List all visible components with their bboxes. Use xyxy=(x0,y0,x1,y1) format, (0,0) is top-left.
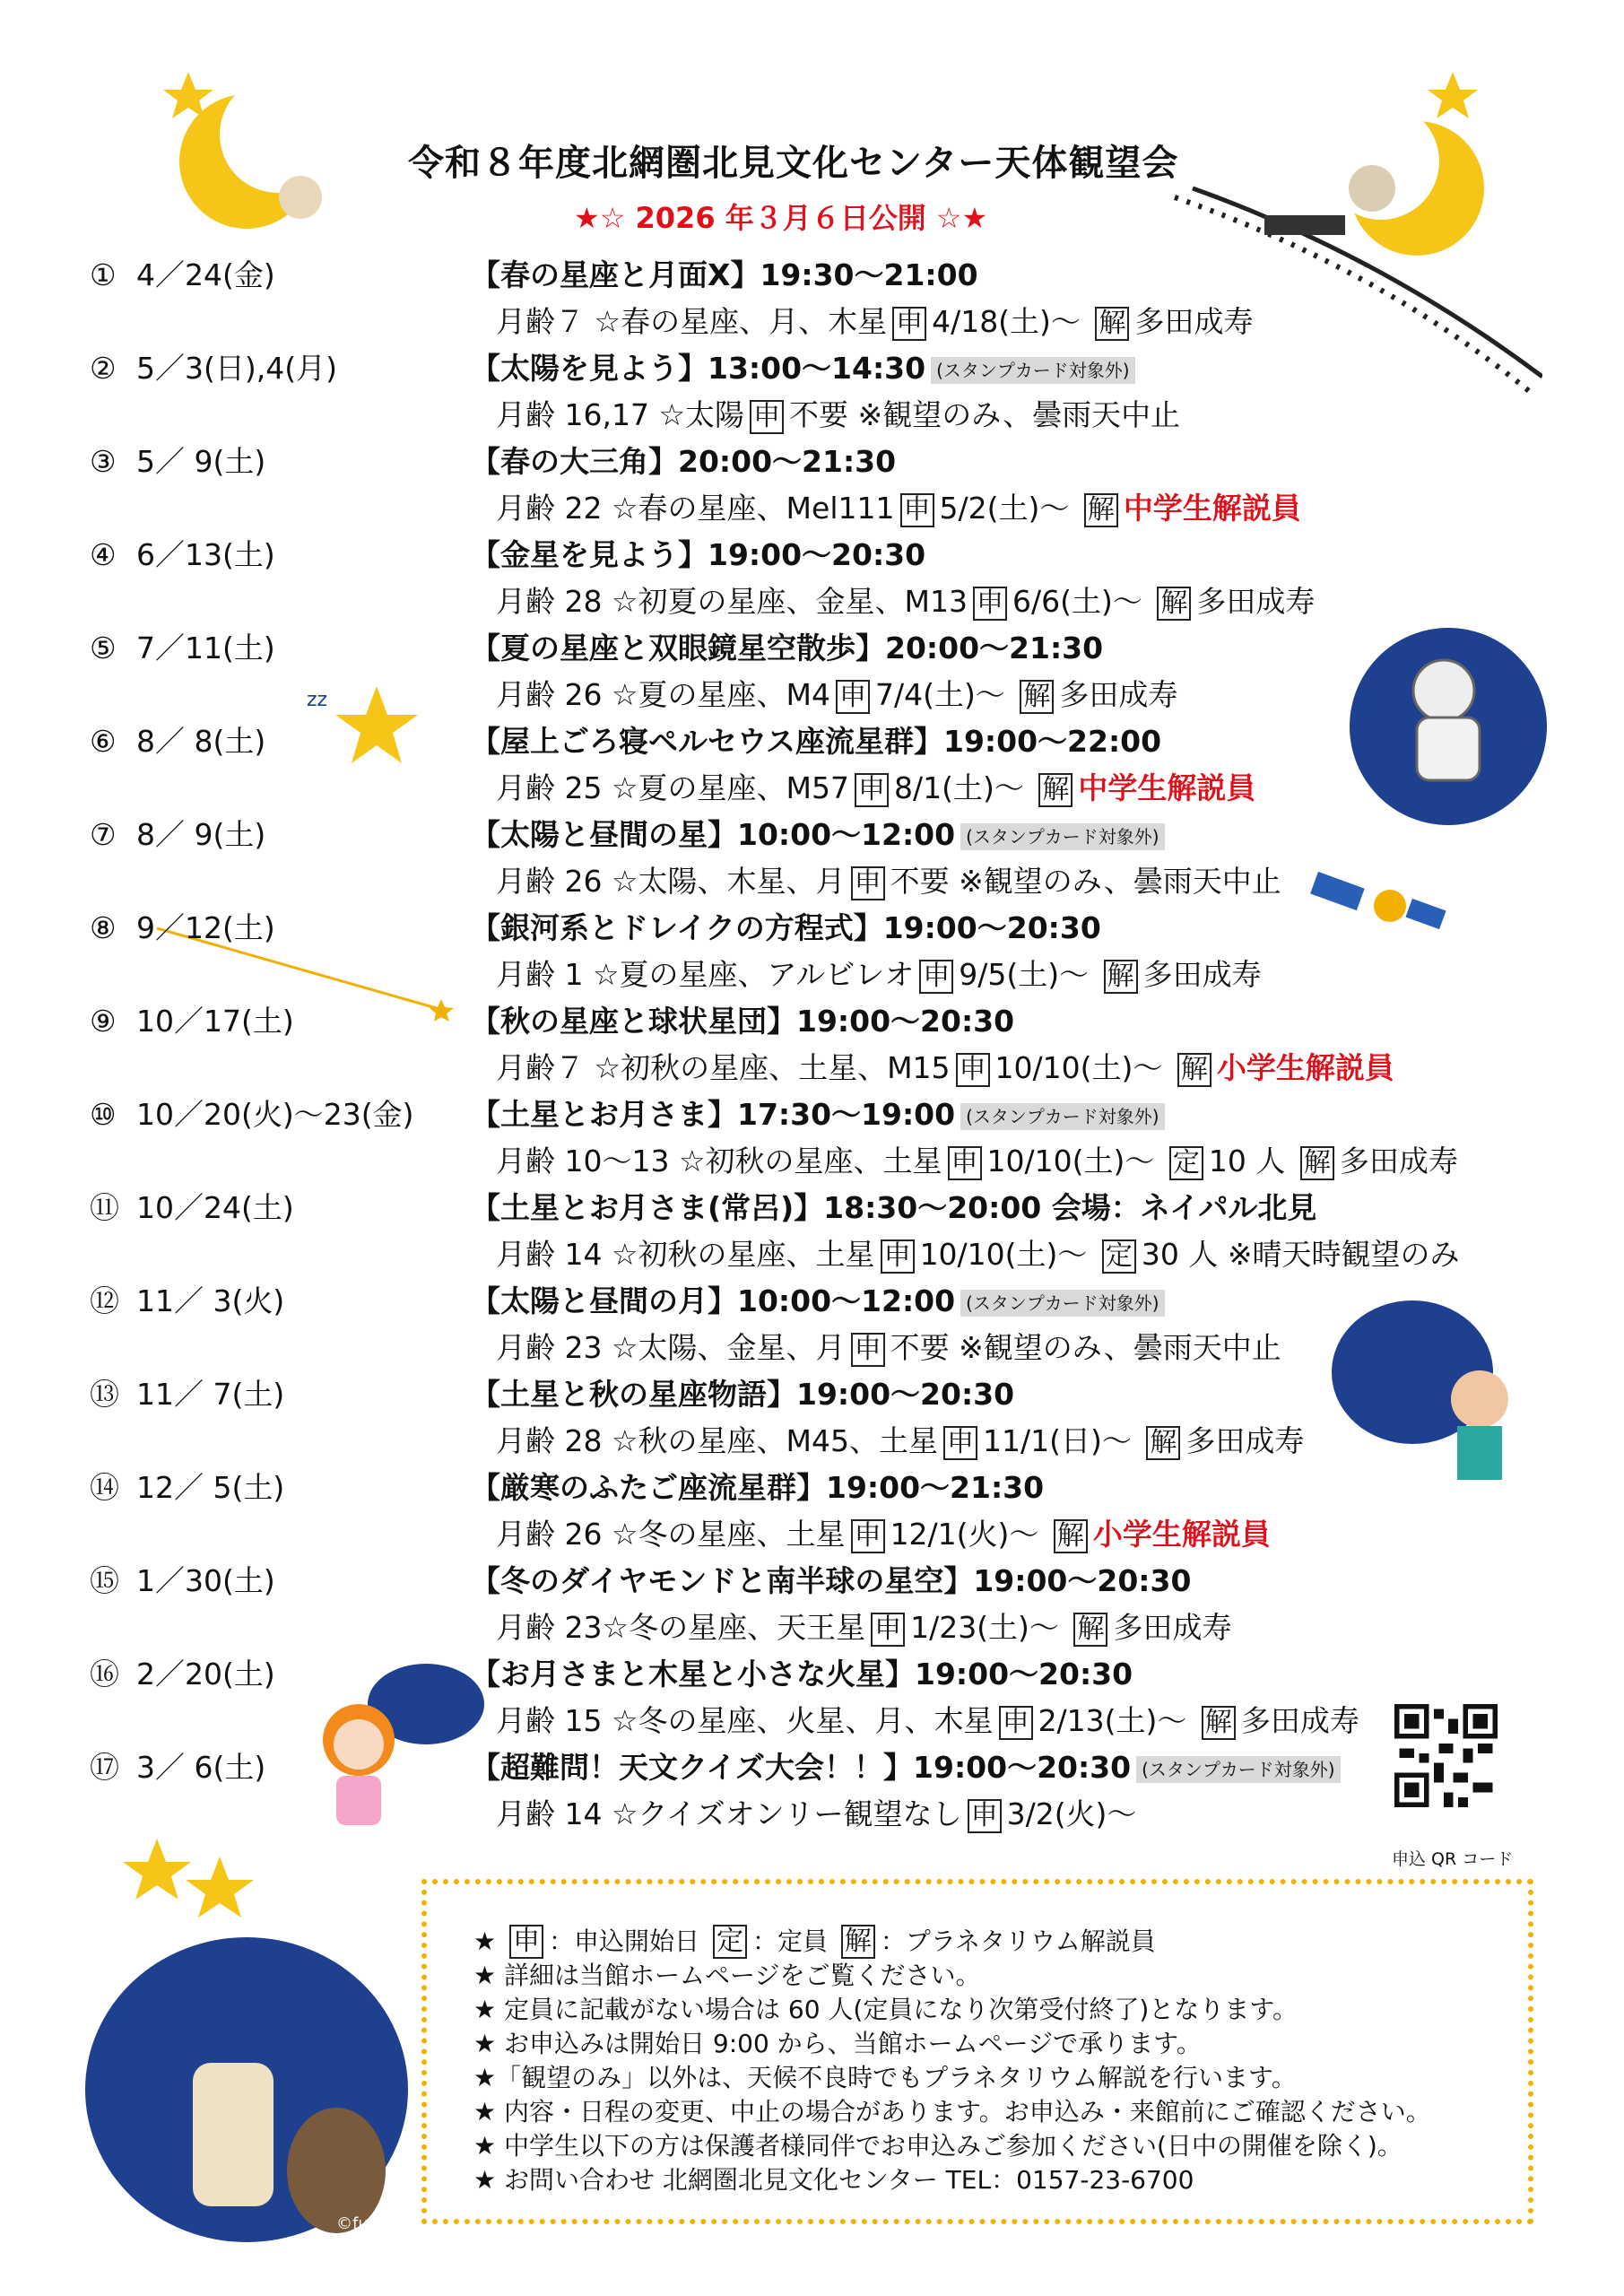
event-title-line xyxy=(471,1095,1165,1135)
event-date: 7／11(土) xyxy=(136,631,275,665)
event-item xyxy=(0,535,1624,629)
guide-mark: 解 xyxy=(1073,1613,1107,1647)
event-item xyxy=(0,1188,1624,1282)
note-line: ★ 中学生以下の方は保護者様同伴でお申込みご参加ください(日中の開催を除く)。 xyxy=(473,2131,1403,2161)
apply-mark: 申 xyxy=(948,1146,982,1180)
event-number: ⑩ xyxy=(90,1097,117,1132)
apply-date: 10/10(土)〜 xyxy=(994,1050,1163,1085)
event-item xyxy=(0,1468,1624,1561)
event-title: 【太陽と昼間の月】10:00〜12:00 xyxy=(471,1283,956,1318)
event-date: 10／20(火)〜23(金) xyxy=(136,1097,414,1132)
event-detail-row xyxy=(496,675,1177,715)
event-number: ⑧ xyxy=(90,910,117,945)
event-number: ④ xyxy=(90,537,117,572)
event-number: ⑤ xyxy=(90,631,117,665)
event-date: 9／12(土) xyxy=(136,910,275,945)
event-detail: 月齢 23 ☆太陽、金星、月 xyxy=(496,1330,846,1365)
event-number: ⑫ xyxy=(90,1283,119,1318)
event-number: ⑯ xyxy=(90,1657,119,1692)
event-title-line xyxy=(471,349,1135,388)
svg-text:zz: zz xyxy=(307,689,328,711)
event-item xyxy=(0,629,1624,722)
apply-date: 10/10(土)〜 xyxy=(986,1144,1155,1178)
apply-date: 1/23(土)〜 xyxy=(910,1610,1059,1645)
guide-name: 中学生解説員 xyxy=(1123,491,1301,526)
event-date: 10／24(土) xyxy=(136,1190,294,1225)
event-title: 【厳寒のふたご座流星群】19:00〜21:30 xyxy=(471,1470,1045,1505)
event-title-line xyxy=(471,722,1161,761)
event-title: 【春の大三角】20:00〜21:30 xyxy=(471,444,897,479)
event-detail-row xyxy=(496,1328,1281,1368)
apply-date: 2/13(土)〜 xyxy=(1038,1703,1187,1738)
guide-name: 小学生解説員 xyxy=(1216,1050,1394,1085)
apply-mark: 申 xyxy=(999,1706,1033,1740)
event-title-line xyxy=(471,909,1101,948)
guide-name: 多田成寿 xyxy=(1185,1423,1305,1458)
event-detail-row xyxy=(496,396,1180,435)
event-detail-row xyxy=(496,302,1253,342)
event-detail: 月齢７ ☆春の星座、月、木星 xyxy=(496,304,888,339)
event-detail-row xyxy=(496,1795,1136,1834)
event-date: 5／3(日),4(月) xyxy=(136,351,337,386)
event-detail: 月齢 23☆冬の星座、天王星 xyxy=(496,1610,866,1645)
publish-date: ★☆ 2026 年３月６日公開 ☆★ xyxy=(574,201,988,235)
apply-date: 6/6(土)〜 xyxy=(1012,584,1142,619)
apply-mark: 申 xyxy=(900,493,934,527)
guide-mark: 解 xyxy=(1095,307,1129,341)
event-detail: 月齢 1 ☆夏の星座、アルビレオ xyxy=(496,957,915,992)
guide-name: 多田成寿 xyxy=(1196,584,1316,619)
stamp-card-note: (スタンプカード対象外) xyxy=(960,1103,1164,1130)
event-detail: 月齢 15 ☆冬の星座、火星、月、木星 xyxy=(496,1703,994,1738)
capacity-mark: 定 xyxy=(1169,1146,1203,1180)
event-item xyxy=(0,1095,1624,1188)
event-extra-note: ※観望のみ、曇雨天中止 xyxy=(959,1330,1281,1365)
event-title: 【夏の星座と双眼鏡星空散歩】20:00〜21:30 xyxy=(471,631,1104,665)
guide-mark: 解 xyxy=(1146,1426,1180,1460)
event-date: 8／ 9(土) xyxy=(136,817,266,852)
event-detail-row xyxy=(496,1422,1304,1461)
note-line: ★ 定員に記載がない場合は 60 人(定員になり次第受付終了)となります。 xyxy=(473,1995,1298,2024)
apply-date: 12/1(火)〜 xyxy=(890,1517,1039,1552)
capacity-mark: 定 xyxy=(713,1925,747,1959)
event-number: ⑪ xyxy=(90,1190,119,1225)
note-line: ★ お申込みは開始日 9:00 から、当館ホームページで承ります。 xyxy=(473,2029,1202,2058)
event-item xyxy=(0,1561,1624,1655)
event-date: 11／ 7(土) xyxy=(136,1377,285,1412)
event-detail: 月齢 26 ☆夏の星座、M4 xyxy=(496,677,831,712)
guide-name: 小学生解説員 xyxy=(1092,1517,1271,1552)
apply-mark: 申 xyxy=(871,1613,905,1647)
apply-mark: 申 xyxy=(943,1426,977,1460)
event-detail: 月齢 22 ☆春の星座、Mel111 xyxy=(496,491,895,526)
event-item xyxy=(0,722,1624,815)
event-detail: 月齢 10〜13 ☆初秋の星座、土星 xyxy=(496,1144,942,1178)
event-item xyxy=(0,1655,1624,1748)
guide-name: 中学生解説員 xyxy=(1078,770,1256,805)
event-title-line xyxy=(471,535,925,575)
moon-bear-illustration xyxy=(161,63,359,242)
event-extra-note: ※観望のみ、曇雨天中止 xyxy=(959,864,1281,899)
event-number: ⑦ xyxy=(90,817,117,852)
guide-mark: 解 xyxy=(1054,1519,1088,1553)
event-number: ⑭ xyxy=(90,1470,119,1505)
event-detail-row xyxy=(496,862,1281,901)
apply-mark: 申 xyxy=(956,1053,990,1087)
event-detail: 月齢 16,17 ☆太陽 xyxy=(496,397,745,432)
note-line: ★ 詳細は当館ホームページをご覧ください。 xyxy=(473,1961,981,1990)
apply-mark: 申 xyxy=(851,1519,885,1553)
event-date: 10／17(土) xyxy=(136,1004,294,1039)
apply-mark-desc: ：申込開始日 xyxy=(549,1926,700,1956)
event-detail-row xyxy=(496,1048,1394,1088)
guide-mark: 解 xyxy=(1104,960,1138,994)
apply-mark: 申 xyxy=(836,680,870,714)
guide-mark: 解 xyxy=(841,1925,875,1959)
event-item xyxy=(0,1748,1624,1841)
apply-mark: 申 xyxy=(968,1799,1002,1833)
event-date: 6／13(土) xyxy=(136,537,275,572)
guide-name: 多田成寿 xyxy=(1113,1610,1232,1645)
event-title: 【春の星座と月面X】19:30〜21:00 xyxy=(471,257,978,292)
event-number: ② xyxy=(90,351,117,386)
capacity: 10 人 xyxy=(1208,1144,1286,1178)
event-item xyxy=(0,256,1624,349)
event-title: 【太陽を見よう】13:00〜14:30 xyxy=(471,351,926,386)
event-title-line xyxy=(471,1748,1341,1787)
apply-date: 8/1(土)〜 xyxy=(894,770,1024,805)
event-detail: 月齢 25 ☆夏の星座、M57 xyxy=(496,770,850,805)
event-title-line xyxy=(471,1375,1014,1414)
capacity: 30 人 xyxy=(1141,1237,1219,1272)
event-detail-row xyxy=(496,1142,1458,1181)
event-title-line xyxy=(471,1188,1316,1228)
stamp-card-note: (スタンプカード対象外) xyxy=(960,823,1164,850)
event-extra-note: ※観望のみ、曇雨天中止 xyxy=(857,397,1181,432)
event-title: 【銀河系とドレイクの方程式】19:00〜20:30 xyxy=(471,910,1101,945)
guide-name: 多田成寿 xyxy=(1142,957,1262,992)
event-detail: 月齢７ ☆初秋の星座、土星、M15 xyxy=(496,1050,951,1085)
event-date: 8／ 8(土) xyxy=(136,724,266,759)
event-number: ⑰ xyxy=(90,1750,119,1785)
stamp-card-note: (スタンプカード対象外) xyxy=(960,1290,1164,1317)
event-title-line xyxy=(471,442,896,482)
event-detail: 月齢 28 ☆秋の星座、M45、土星 xyxy=(496,1423,939,1458)
guide-mark: 解 xyxy=(1177,1053,1211,1087)
event-item xyxy=(0,909,1624,1002)
event-title: 【超難問！天文クイズ大会！！】19:00〜20:30 xyxy=(471,1750,1132,1785)
event-number: ⑬ xyxy=(90,1377,119,1412)
event-title-line xyxy=(471,1468,1044,1508)
event-title-line xyxy=(471,256,978,295)
event-item xyxy=(0,1002,1624,1095)
event-item xyxy=(0,815,1624,909)
event-detail-row xyxy=(496,955,1262,995)
guide-mark-desc: ：プラネタリウム解説員 xyxy=(880,1926,1156,1956)
apply-mark: 申 xyxy=(509,1925,543,1959)
event-number: ① xyxy=(90,257,117,292)
guide-mark: 解 xyxy=(1038,773,1073,807)
apply-mark: 申 xyxy=(855,773,889,807)
note-line: ★ 内容・日程の変更、中止の場合があります。お申込み・来館前にご確認ください。 xyxy=(473,2097,1431,2126)
event-title-line xyxy=(471,1655,1133,1694)
apply-mark: 申 xyxy=(973,587,1007,621)
event-item xyxy=(0,349,1624,442)
apply-mark: 申 xyxy=(919,960,953,994)
event-title: 【土星とお月さま】17:30〜19:00 xyxy=(471,1097,956,1132)
event-detail-row xyxy=(496,1701,1359,1741)
apply-date: 5/2(土)〜 xyxy=(939,491,1070,526)
capacity-mark: 定 xyxy=(1102,1239,1136,1274)
event-date: 3／ 6(土) xyxy=(136,1750,266,1785)
apply-date: 10/10(土)〜 xyxy=(919,1237,1088,1272)
event-detail: 月齢 28 ☆初夏の星座、金星、M13 xyxy=(496,584,968,619)
event-detail-row xyxy=(496,1235,1460,1274)
event-title: 【秋の星座と球状星団】19:00〜20:30 xyxy=(471,1004,1015,1039)
stamp-card-note: (スタンプカード対象外) xyxy=(931,357,1134,384)
guide-name: 多田成寿 xyxy=(1240,1703,1359,1738)
event-detail: 月齢 14 ☆初秋の星座、土星 xyxy=(496,1237,875,1272)
event-detail-row xyxy=(496,769,1255,808)
guide-mark: 解 xyxy=(1084,493,1118,527)
apply-date: 不要 xyxy=(890,864,950,899)
guide-mark: 解 xyxy=(1157,587,1191,621)
apply-mark: 申 xyxy=(851,1333,885,1367)
event-title-line xyxy=(471,1282,1165,1321)
event-title-line xyxy=(471,815,1165,855)
note-line: ★「観望のみ」以外は、天候不良時でもプラネタリウム解説を行います。 xyxy=(473,2063,1297,2092)
event-number: ⑨ xyxy=(90,1004,117,1039)
event-date: 5／ 9(土) xyxy=(136,444,266,479)
event-date: 12／ 5(土) xyxy=(136,1470,285,1505)
page-title: 令和８年度北網圏北見文化センター天体観望会 xyxy=(408,143,1179,184)
event-number: ③ xyxy=(90,444,117,479)
apply-mark: 申 xyxy=(750,400,784,434)
event-date: 11／ 3(火) xyxy=(136,1283,285,1318)
event-title: 【土星と秋の星座物語】19:00〜20:30 xyxy=(471,1377,1015,1412)
event-title: 【冬のダイヤモンドと南半球の星空】19:00〜20:30 xyxy=(471,1563,1192,1598)
guide-name: 多田成寿 xyxy=(1134,304,1254,339)
event-number: ⑥ xyxy=(90,724,117,759)
contact-line: ★ お問い合わせ 北網圏北見文化センター TEL：0157-23-6700 xyxy=(473,2165,1194,2195)
guide-name: 多田成寿 xyxy=(1339,1144,1458,1178)
apply-date: 9/5(土)〜 xyxy=(959,957,1090,992)
apply-date: 不要 xyxy=(890,1330,950,1365)
event-date: 4／24(金) xyxy=(136,257,275,292)
event-title-line xyxy=(471,629,1103,668)
event-title: 【お月さまと木星と小さな火星】19:00〜20:30 xyxy=(471,1657,1133,1692)
event-title-line xyxy=(471,1002,1014,1041)
legend-key-line: ★ 申 ：申込開始日 定 ：定員 解 ：プラネタリウム解説員 xyxy=(473,1926,1156,1957)
stamp-card-note: (スタンプカード対象外) xyxy=(1136,1756,1340,1783)
event-date: 1／30(土) xyxy=(136,1563,275,1598)
guide-mark: 解 xyxy=(1300,1146,1334,1180)
event-list xyxy=(0,256,1624,1841)
apply-mark: 申 xyxy=(892,307,926,341)
apply-mark: 申 xyxy=(851,866,885,900)
apply-date: 3/2(火)〜 xyxy=(1006,1796,1137,1831)
qr-code-label: 申込 QR コード xyxy=(1392,1849,1514,1869)
qr-code-icon[interactable] xyxy=(1394,1704,1498,1807)
event-detail-row xyxy=(496,1515,1271,1554)
event-detail-row xyxy=(496,489,1301,528)
event-title: 【太陽と昼間の星】10:00〜12:00 xyxy=(471,817,956,852)
event-title-line xyxy=(471,1561,1191,1601)
event-title: 【屋上ごろ寝ペルセウス座流星群】19:00〜22:00 xyxy=(471,724,1162,759)
event-item xyxy=(0,442,1624,535)
notes-box xyxy=(421,1879,1533,2224)
event-date: 2／20(土) xyxy=(136,1657,275,1692)
event-number: ⑮ xyxy=(90,1563,119,1598)
event-detail-row xyxy=(496,1608,1231,1648)
event-item xyxy=(0,1282,1624,1375)
event-extra-note: ※晴天時観望のみ xyxy=(1227,1237,1460,1272)
apply-date: 11/1(日)〜 xyxy=(983,1423,1132,1458)
guide-mark: 解 xyxy=(1020,680,1054,714)
apply-date: 4/18(土)〜 xyxy=(932,304,1081,339)
event-title: 【土星とお月さま(常呂)】18:30〜20:00 会場：ネイパル北見 xyxy=(471,1190,1317,1225)
event-detail: 月齢 26 ☆冬の星座、土星 xyxy=(496,1517,846,1552)
event-detail: 月齢 14 ☆クイズオンリー観望なし xyxy=(496,1796,962,1831)
event-detail-row xyxy=(496,582,1315,622)
event-detail: 月齢 26 ☆太陽、木星、月 xyxy=(496,864,846,899)
capacity-mark-desc: ：定員 xyxy=(751,1926,828,1956)
guide-name: 多田成寿 xyxy=(1059,677,1178,712)
girl-with-dog-illustration xyxy=(76,1830,417,2251)
apply-date: 不要 xyxy=(789,397,849,432)
event-item xyxy=(0,1375,1624,1468)
guide-mark: 解 xyxy=(1202,1706,1236,1740)
illustration-credit: ©fumira xyxy=(336,2214,405,2233)
apply-date: 7/4(土)〜 xyxy=(875,677,1005,712)
apply-mark: 申 xyxy=(881,1239,915,1274)
event-title: 【金星を見よう】19:00〜20:30 xyxy=(471,537,926,572)
